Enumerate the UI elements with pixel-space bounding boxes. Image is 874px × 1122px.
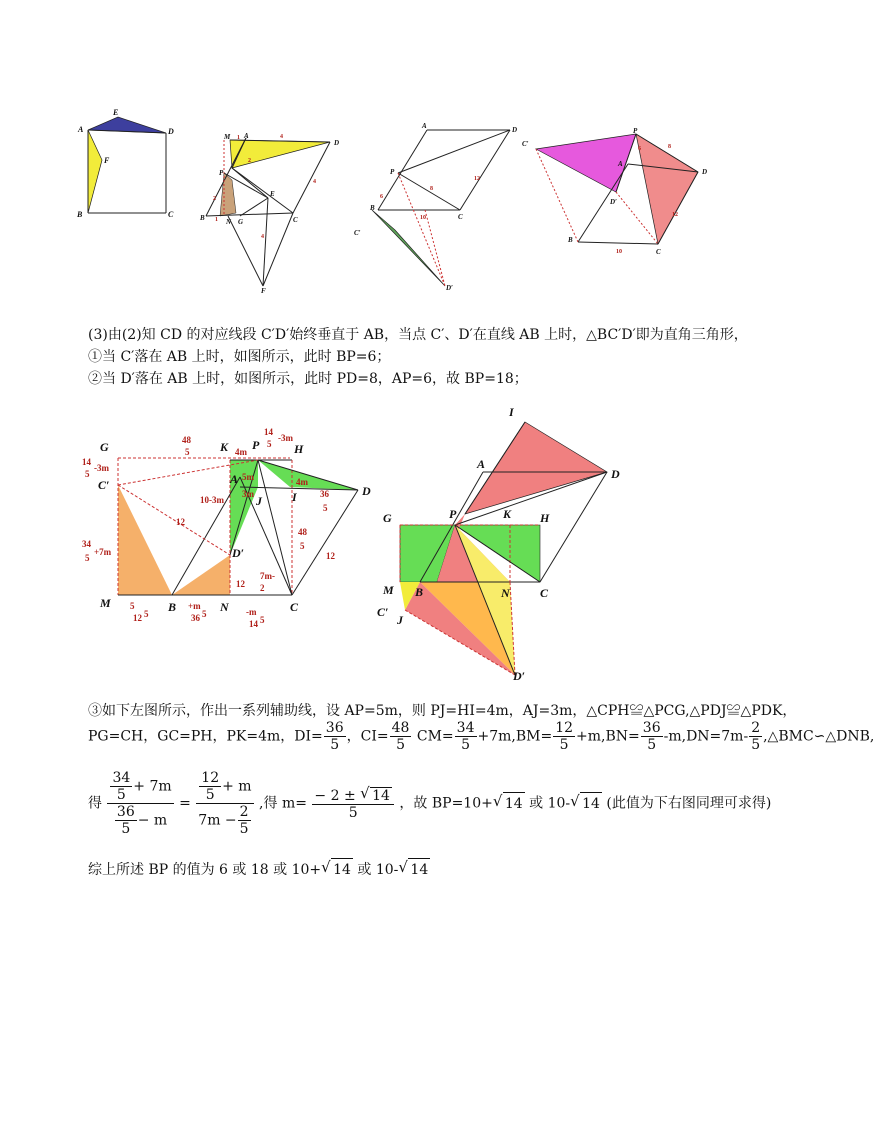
label-d-prime: D′ xyxy=(232,546,245,560)
measure-5m: 5m xyxy=(242,472,254,482)
label-k: K xyxy=(503,507,512,521)
measure-36-den: 5 xyxy=(323,503,328,513)
label-b: B xyxy=(200,214,205,222)
measure-pb: 2 xyxy=(213,196,216,202)
measure-34-den: 5 xyxy=(85,553,90,563)
measure-48-num: 48 xyxy=(182,435,191,445)
label-d: D xyxy=(362,484,371,498)
measure-bn-den: 36 xyxy=(191,613,200,623)
measure-minus-3m: -3m xyxy=(278,433,293,443)
label-b: B xyxy=(77,210,83,219)
label-f: F xyxy=(261,287,266,295)
paragraph-case-3: ③如下左图所示，作出一系列辅助线，设 AP=5m，则 PJ=HI=4m，AJ=3m，△CPH≌△PCG,△PDJ≌△PDK， xyxy=(88,703,797,719)
measure-bm-den: 12 xyxy=(133,613,142,623)
label-h: H xyxy=(294,442,304,456)
equation-left: $\frac{34}{5}$ + 7m $\frac{36}{5}$ − m xyxy=(107,770,173,837)
label-m: M xyxy=(100,596,111,610)
label-i: I xyxy=(509,405,514,419)
label-j: J xyxy=(397,613,403,627)
measure-48-right-den: 5 xyxy=(300,541,305,551)
label-m: M xyxy=(383,583,394,597)
label-g: G xyxy=(383,511,392,525)
measure-12: 12 xyxy=(474,176,480,182)
paragraph-3: (3)由(2)知 CD 的对应线段 C′D′始终垂直于 AB，当点 C′、D′在直线 AB 上时，△BC′D′即为直角三角形， xyxy=(88,327,748,343)
label-c: C xyxy=(168,210,174,219)
label-p: P xyxy=(219,169,224,177)
label-d-prime: D′ xyxy=(446,284,454,292)
label-d-prime: D′ xyxy=(610,198,618,206)
measure-12: 12 xyxy=(176,517,185,527)
label-n: N xyxy=(501,586,510,600)
measure-14-num: 14 xyxy=(264,427,273,437)
fraction-36-5-b: $\frac{36}{5}$ xyxy=(642,720,661,753)
measure-1: 1 xyxy=(237,135,240,141)
fraction-12-5: $\frac{12}{5}$ xyxy=(555,720,574,753)
label-g: G xyxy=(100,440,109,454)
measure-14-left-num: 14 xyxy=(82,457,91,467)
label-f: F xyxy=(104,156,110,165)
measure-12: 12 xyxy=(672,212,678,218)
paragraph-equation: 得 $\frac{34}{5}$ + 7m $\frac{36}{5}$ − m = $\frac{12}{5}$ + m 7m − $\frac{2}{5}$ ,得 m= $\frac{- 2 \pm √ 14}{5}$ ，故 BP=10+√ 14 或 10-√ 14 (此值为下右图同理可求得) xyxy=(88,770,771,837)
label-p: P xyxy=(449,507,457,521)
label-c: C xyxy=(293,216,298,224)
label-i: I xyxy=(292,490,297,504)
measure-7m-minus: 12 xyxy=(236,579,245,589)
measure-4m-right: 4m xyxy=(296,477,308,487)
measure-bn-minus-m: 5 xyxy=(202,609,207,619)
label-a: A xyxy=(422,122,427,130)
paragraph-case-1: ①当 C′落在 AB 上时，如图所示，此时 BP=6； xyxy=(88,349,391,365)
figure-c-prime-on-ab xyxy=(350,118,520,293)
measure-34-num: 34 xyxy=(82,539,91,549)
measure-bn: 1 xyxy=(215,217,218,223)
measure-10: 10 xyxy=(616,249,622,255)
label-n: N xyxy=(220,600,229,614)
measure-14-den: 5 xyxy=(267,439,272,449)
fraction-48-5: $\frac{48}{5}$ xyxy=(391,720,410,753)
figure-d-prime-on-ab xyxy=(518,122,718,262)
label-b: B xyxy=(168,600,177,614)
label-c: C xyxy=(540,586,549,600)
measure-bn-num: +m xyxy=(188,601,201,611)
measure-6: 6 xyxy=(380,194,383,200)
label-c: C xyxy=(290,600,299,614)
measure-10-3m: 10-3m xyxy=(200,495,224,505)
label-e: E xyxy=(113,108,119,117)
label-m: M xyxy=(224,133,231,141)
measure-36-num: 36 xyxy=(320,489,329,499)
measure-dc: 4 xyxy=(313,179,316,185)
label-c-prime: C′ xyxy=(98,478,110,492)
label-c: C xyxy=(458,213,463,221)
label-a: A xyxy=(477,457,486,471)
measure-48-right-num: 48 xyxy=(298,527,307,537)
label-d: D xyxy=(168,127,174,136)
measure-nc-den: 14 xyxy=(249,619,258,629)
label-n: N xyxy=(226,218,232,226)
fraction-36-5: $\frac{36}{5}$ xyxy=(325,720,344,753)
figure-auxiliary-lines-left xyxy=(80,425,380,635)
label-c: C xyxy=(656,248,661,256)
measure-6: 6 xyxy=(638,146,641,152)
measure-ad: 4 xyxy=(280,134,283,140)
measure-48-den: 5 xyxy=(185,447,190,457)
measure-3m: 3m xyxy=(242,489,254,499)
label-c-prime: C′ xyxy=(377,605,389,619)
measure-nc-plus-m: 5 xyxy=(260,615,265,625)
label-c-prime: C′ xyxy=(522,140,529,148)
label-b: B xyxy=(568,236,573,244)
figure-auxiliary-lines-right xyxy=(375,400,635,685)
label-d: D xyxy=(512,126,518,134)
equation-right: $\frac{12}{5}$ + m 7m − $\frac{2}{5}$ xyxy=(198,770,252,837)
paragraph-relations: PG=CH，GC=PH，PK=4m，DI= $\frac{36}{5}$ ，CI= $\frac{48}{5}$ CM= $\frac{34}{5}$ +7m,BM= $\frac{12}{5}$ +m,BN= $\frac{36}{5}$ -m,DN=7m- $\frac{2}{5}$ ,△BMC∽△DNB, xyxy=(88,720,874,753)
measure-nc-num: -m xyxy=(246,607,257,617)
measure-12-right: 12 xyxy=(326,551,335,561)
label-b: B xyxy=(370,204,375,212)
measure-2-num: 7m- xyxy=(260,571,275,581)
figure-rhombus-fold xyxy=(198,128,358,293)
label-p: P xyxy=(633,127,638,135)
label-d: D xyxy=(611,467,620,481)
measure-bm-plus-m: 5 xyxy=(144,609,149,619)
measure-8: 8 xyxy=(668,144,671,150)
label-a: A xyxy=(230,472,239,486)
label-h: H xyxy=(540,511,550,525)
fraction-2-5: $\frac{2}{5}$ xyxy=(751,720,761,753)
measure-plus-7m: +7m xyxy=(94,547,112,557)
m-value: $\frac{- 2 \pm √ 14}{5}$ xyxy=(312,787,394,821)
measure-4m-top: 4m xyxy=(235,447,247,457)
label-a: A xyxy=(618,160,623,168)
label-c-prime: C′ xyxy=(354,229,361,237)
label-b: B xyxy=(415,585,424,599)
measure-10: 10 xyxy=(420,215,426,221)
label-a: A xyxy=(244,132,249,140)
figure-square-abcd xyxy=(70,105,185,225)
label-p: P xyxy=(390,168,395,176)
label-d: D xyxy=(702,168,708,176)
label-a: A xyxy=(78,125,84,134)
fraction-34-5: $\frac{34}{5}$ xyxy=(456,720,475,753)
label-e: E xyxy=(270,190,275,198)
measure-8: 8 xyxy=(430,186,433,192)
label-k: K xyxy=(220,440,229,454)
measure-ef: 4 xyxy=(261,234,264,240)
measure-minus-3m-left: -3m xyxy=(94,463,109,473)
measure-2-den: 2 xyxy=(260,583,265,593)
label-g: G xyxy=(238,218,244,226)
paragraph-case-2: ②当 D′落在 AB 上时，如图所示，此时 PD=8，AP=6，故 BP=18； xyxy=(88,371,528,387)
label-d-prime: D′ xyxy=(513,669,526,683)
measure-ap: 2 xyxy=(248,158,251,164)
measure-bm-num: 5 xyxy=(130,601,135,611)
label-p: P xyxy=(252,438,260,452)
label-d: D xyxy=(334,139,340,147)
paragraph-conclusion: 综上所述 BP 的值为 6 或 18 或 10+√ 14 或 10-√ 14 xyxy=(88,858,430,881)
label-j: J xyxy=(256,494,262,508)
measure-14-left-den: 5 xyxy=(85,469,90,479)
